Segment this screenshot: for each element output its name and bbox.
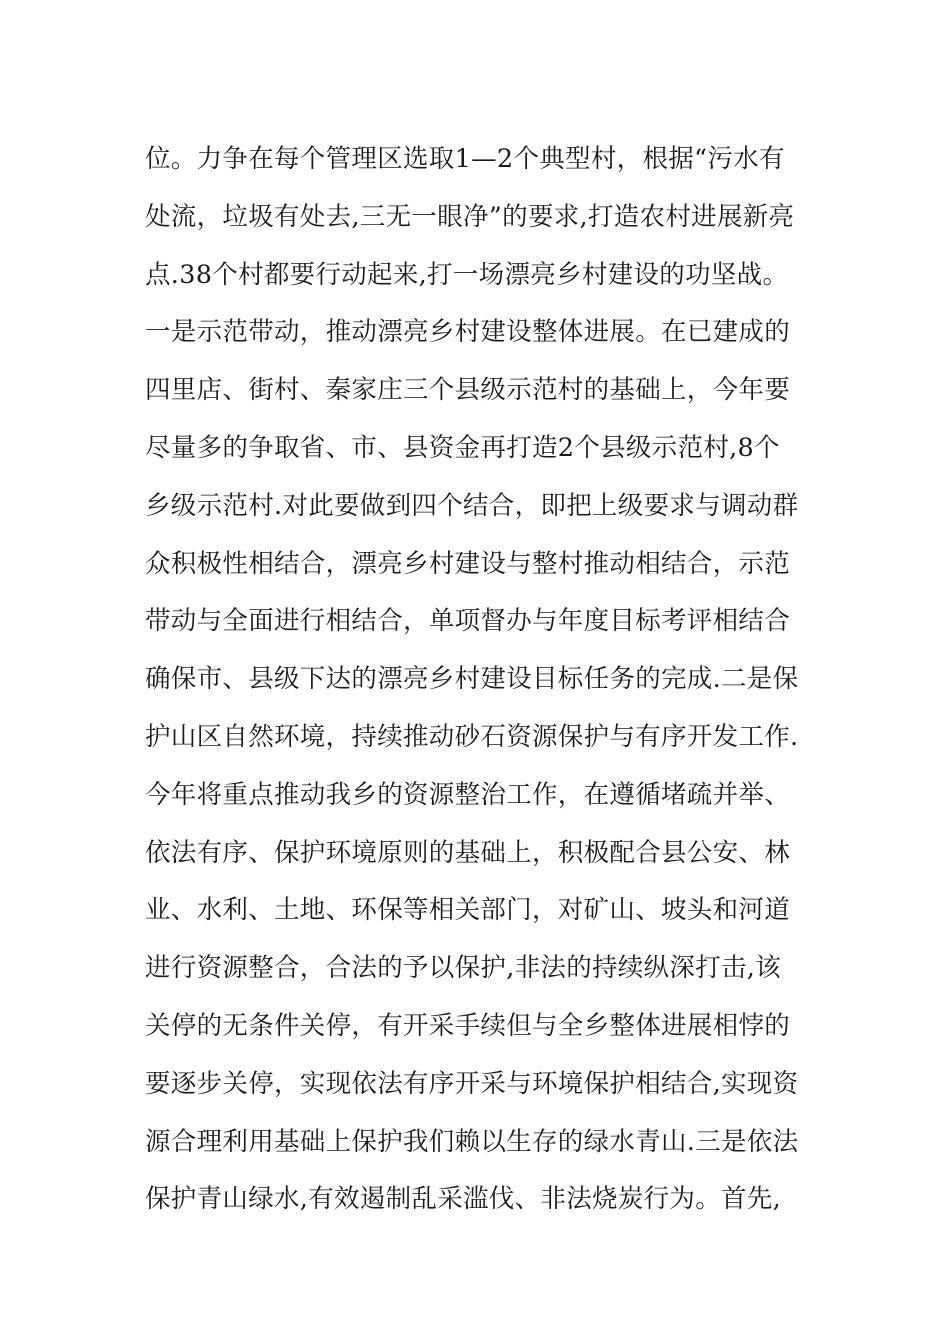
text-line: 保护青山绿水,有效遏制乱采滥伐、非法烧炭行为。首先, [145, 1184, 782, 1215]
text-line: 关停的无条件关停，有开采手续但与全乡整体进展相悖的 [145, 1010, 791, 1041]
text-line: 带动与全面进行相结合，单项督办与年度目标考评相结合 [145, 606, 791, 637]
text-line: 护山区自然环境，持续推动砂石资源保护与有序开发工作. [145, 721, 799, 752]
text-line: 四里店、街村、秦家庄三个县级示范村的基础上，今年要 [145, 375, 791, 406]
text-line: 源合理利用基础上保护我们赖以生存的绿水青山.三是依法 [145, 1126, 799, 1157]
body-text [145, 131, 815, 1229]
text-line: 尽量多的争取省、市、县资金再打造2个县级示范村,8个 [145, 432, 780, 463]
text-line: 要逐步关停，实现依法有序开采与环境保护相结合,实现资 [145, 1068, 799, 1099]
text-line: 进行资源整合，合法的予以保护,非法的持续纵深打击,该 [145, 953, 782, 984]
text-line: 位。力争在每个管理区选取1—2个典型村，根据“污水有 [145, 144, 785, 174]
text-line: 今年将重点推动我乡的资源整治工作，在遵循堵疏并举、 [145, 779, 791, 810]
text-line: 点.38个村都要行动起来,打一场漂亮乡村建设的功坚战。 [145, 259, 789, 290]
text-line: 业、水利、土地、环保等相关部门，对矿山、坡头和河道 [145, 895, 791, 926]
text-line: 确保市、县级下达的漂亮乡村建设目标任务的完成.二是保 [145, 664, 799, 695]
text-line: 依法有序、保护环境原则的基础上，积极配合县公安、林 [145, 837, 791, 868]
text-line: 众积极性相结合，漂亮乡村建设与整村推动相结合，示范 [145, 548, 791, 579]
text-line: 一是示范带动，推动漂亮乡村建设整体进展。在已建成的 [145, 317, 791, 348]
text-line: 处流，垃圾有处去,三无一眼净”的要求,打造农村进展新亮 [145, 201, 795, 232]
text-line: 乡级示范村.对此要做到四个结合，即把上级要求与调动群 [145, 490, 799, 521]
